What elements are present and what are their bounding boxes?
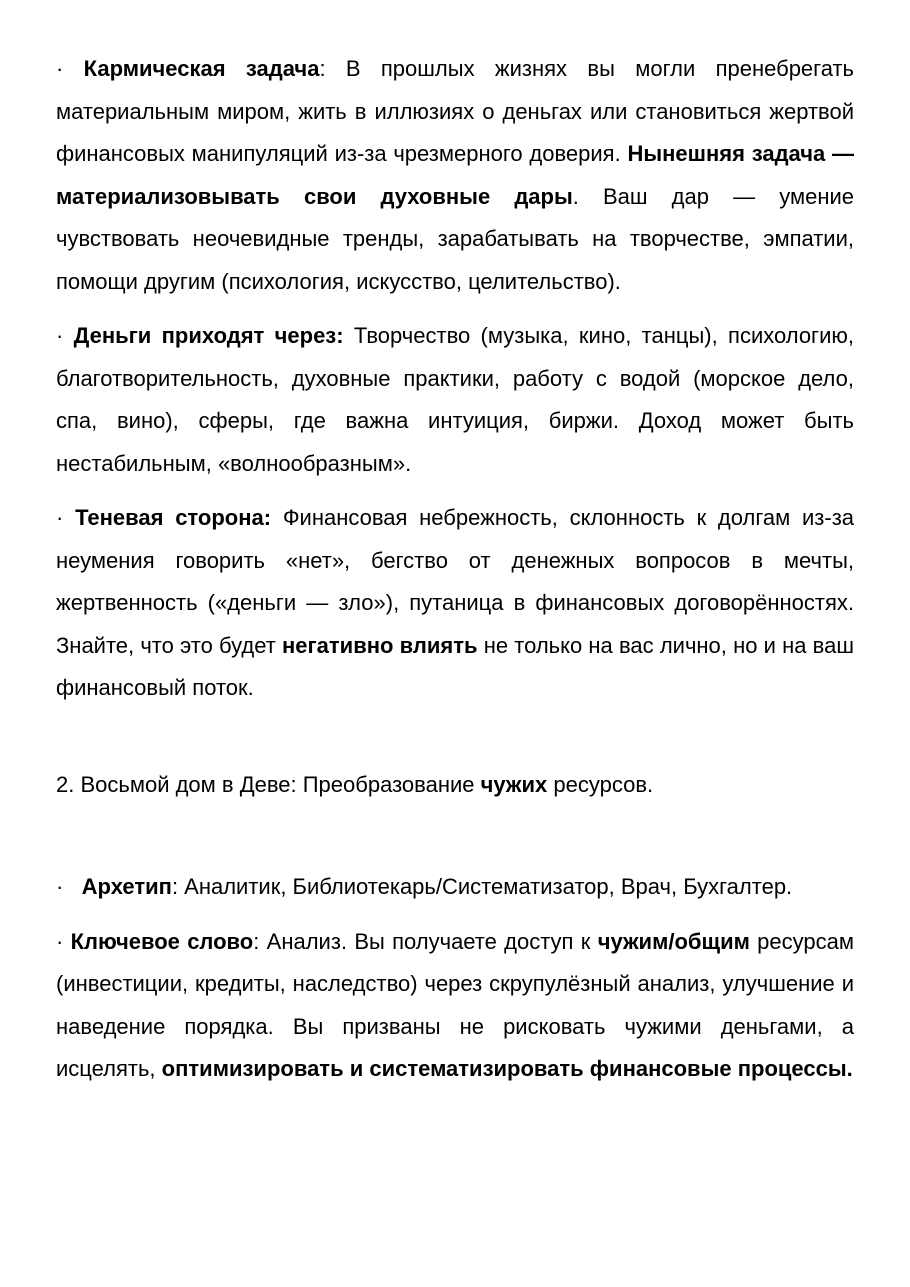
archetype-paragraph <box>56 866 854 909</box>
negative-influence-emphasis: негативно влиять <box>281 632 478 658</box>
section-heading-emphasis: чужих <box>480 771 548 797</box>
bullet-mark: · <box>56 505 64 530</box>
shadow-side-label: Теневая сторона: <box>75 505 272 530</box>
section-heading-text: 2. Восьмой дом в Деве: Преобразование <box>56 771 481 797</box>
section-heading-end: ресурсов. <box>547 771 654 797</box>
current-task-text: . Ваш дар — умение чувствовать неочевидные тренды, зарабатывать на творчестве, эмпатии, помощи другим (психология, искусство, целительство). <box>56 183 855 294</box>
karmic-task-text: : В прошлых жизнях вы могли пренебрегать материальным миром, жить в иллюзиях о деньгах или становиться жертвой финансовых манипуляций из-за чрезмерного доверия. <box>56 56 854 166</box>
keyword-text: : Анализ. Вы получаете доступ к <box>253 928 598 954</box>
keyword-paragraph <box>56 921 854 1091</box>
money-sources-label: Деньги приходят через: <box>73 323 344 348</box>
keyword-label: Ключевое слово <box>70 928 254 954</box>
shadow-side-text-end: не только на вас лично, но и на ваш финансовый поток. <box>56 632 854 700</box>
bullet-mark: · <box>56 928 64 954</box>
archetype-label: Архетип <box>81 874 172 899</box>
money-sources-text: Творчество (музыка, кино, танцы), психологию, благотворительность, духовные практики, работу с водой (морское дело, спа, вино), сферы, где важна интуиция, биржи. Доход может быть нестабильным, «волнообразным». <box>56 323 854 476</box>
bullet-mark: · <box>56 56 64 81</box>
money-sources-paragraph <box>56 315 854 485</box>
current-task-label: Нынешняя задача — материализовывать свои духовные дары <box>56 141 854 209</box>
shared-resources-emphasis: чужим/общим <box>597 928 750 954</box>
section-heading <box>56 764 854 807</box>
archetype-text: : Аналитик, Библиотекарь/Систематизатор, Врач, Бухгалтер. <box>171 874 793 899</box>
karmic-task-label: Кармическая задача <box>83 56 320 81</box>
optimize-emphasis: оптимизировать и систематизировать финансовые процессы. <box>161 1056 853 1081</box>
shadow-side-text: Финансовая небрежность, склонность к долгам из-за неумения говорить «нет», бегство от денежных вопросов в мечты, жертвенность («деньги — зло»), путаница в финансовых договорённостях. Знайте, что это будет <box>56 505 855 658</box>
document-page <box>56 48 854 1091</box>
bullet-mark: · <box>56 323 64 348</box>
karmic-task-paragraph <box>56 48 854 303</box>
bullet-mark: · <box>56 874 64 899</box>
shadow-side-paragraph <box>56 497 854 710</box>
keyword-text-middle: ресурсам (инвестиции, кредиты, наследство) через скрупулёзный анализ, улучшение и наведение порядка. Вы призваны не рисковать чужими деньгами, а исцелять, <box>56 928 854 1081</box>
